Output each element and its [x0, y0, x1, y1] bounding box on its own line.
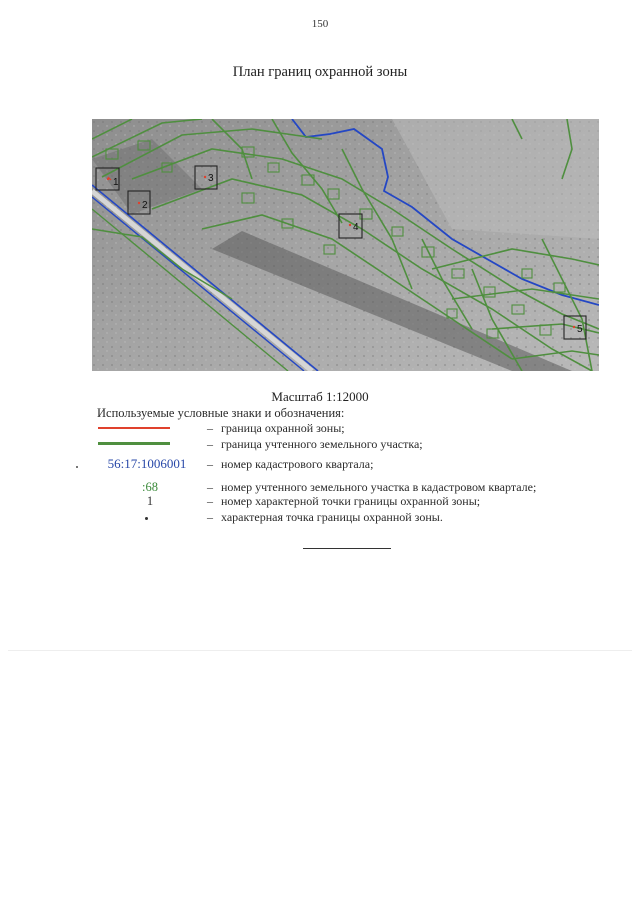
legend-row-zone-boundary — [0, 420, 640, 436]
zone-boundary-symbol — [98, 427, 170, 429]
legend-description: характерная точка границы охранной зоны. — [221, 510, 443, 524]
legend-heading: Используемые условные знаки и обозначения: — [97, 406, 345, 420]
zone-point-label: 1 — [113, 177, 119, 188]
parcel-number-symbol: :68 — [142, 480, 158, 494]
legend-description: граница учтенного земельного участка; — [221, 437, 423, 451]
legend-dash: – — [207, 480, 213, 494]
scan-crease — [8, 650, 632, 651]
legend-row-point-number — [0, 493, 640, 509]
map-scale: Масштаб 1:12000 — [271, 389, 369, 404]
zone-point-label: 4 — [353, 222, 359, 233]
zone-point-label: 5 — [577, 324, 583, 335]
page-number: 150 — [311, 18, 329, 30]
point-marker-symbol — [145, 517, 148, 520]
legend-description: номер характерной точки границы охранной зоны; — [221, 494, 481, 508]
document-title: План границ охранной зоны — [232, 64, 408, 80]
parcel-boundary-symbol — [98, 442, 170, 445]
quarter-number-symbol: 56:17:1006001 — [107, 456, 187, 471]
legend-row-parcel-boundary — [0, 436, 640, 452]
scan-mark — [76, 466, 78, 468]
legend-description: граница охранной зоны; — [221, 421, 345, 435]
legend-row-point-marker — [0, 509, 640, 525]
closing-rule — [303, 548, 391, 549]
legend-row-quarter-number — [0, 456, 640, 472]
legend-dash: – — [207, 457, 213, 471]
zone-point-label: 2 — [142, 200, 148, 211]
legend-description: номер кадастрового квартала; — [221, 457, 374, 471]
zone-point-label: 3 — [208, 173, 214, 184]
legend-dash: – — [207, 421, 213, 435]
point-number-symbol: 1 — [146, 494, 154, 508]
legend-dash: – — [207, 437, 213, 451]
legend-dash: – — [207, 494, 213, 508]
cadastral-map[interactable] — [92, 119, 599, 371]
legend-dash: – — [207, 510, 213, 524]
legend-description: номер учтенного земельного участка в кадастровом квартале; — [221, 480, 537, 494]
